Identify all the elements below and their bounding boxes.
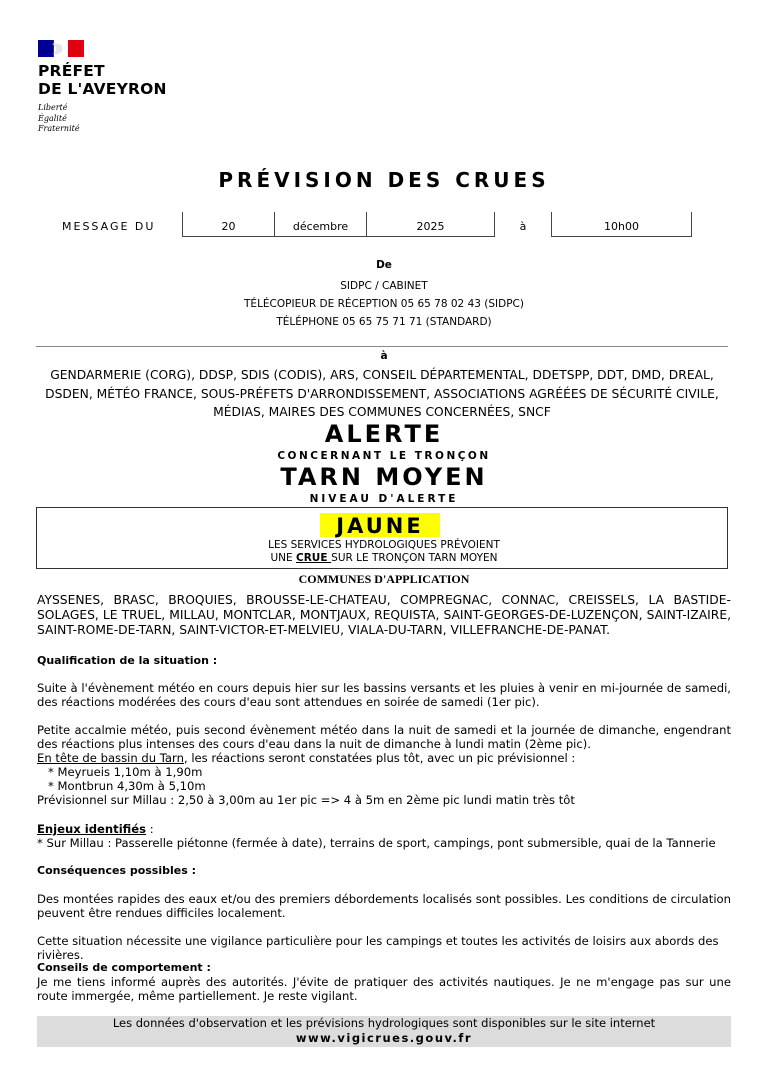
to-label: à [380, 350, 388, 362]
page-title: PRÉVISION DES CRUES [218, 168, 550, 192]
head-basin-line [37, 751, 731, 765]
marianne-logo [38, 40, 84, 57]
sender-fax: TÉLÉCOPIEUR DE RÉCEPTION 05 65 78 02 43 (SIDPC) [244, 298, 524, 310]
consequences-heading: Conséquences possibles : [37, 864, 197, 877]
message-day: 20 [182, 212, 274, 237]
alert-text-prefix: UNE [270, 552, 296, 564]
message-month: décembre [274, 212, 366, 237]
advice-text: Je me tiens informé auprès des autorités. J'évite de pratiquer des activités nautiques. Je ne m'engage pas sur une route immergée, même partiellement. Je reste vigilant. [37, 975, 731, 1003]
alert-concerning: CONCERNANT LE TRONÇON [277, 450, 491, 462]
stakes-heading-label: Enjeux identifiés [37, 822, 147, 836]
alert-title: ALERTE [324, 420, 444, 448]
sender-phone: TÉLÉPHONE 05 65 75 71 71 (STANDARD) [276, 316, 492, 328]
message-year: 2025 [366, 212, 494, 237]
footer-url[interactable]: www.vigicrues.gouv.fr [295, 1031, 473, 1045]
divider [36, 346, 728, 347]
republic-motto [38, 103, 80, 135]
message-label: MESSAGE DU [62, 220, 156, 233]
message-at: à [494, 212, 551, 237]
alert-level-badge: JAUNE [320, 513, 440, 537]
prefecture-name [38, 62, 167, 98]
prefet-line1: PRÉFET [38, 62, 105, 80]
consequences-paragraph-2: Cette situation nécessite une vigilance particulière pour les campings et toutes les activités de loisirs aux abords des rivières. [37, 934, 719, 962]
communes-title: COMMUNES D'APPLICATION [298, 572, 470, 586]
alert-text-line1: LES SERVICES HYDROLOGIQUES PRÉVOIENT [268, 539, 500, 551]
motto-egalite: Égalité [38, 113, 67, 123]
advice-heading: Conseils de comportement : [37, 961, 211, 974]
sender-block [0, 277, 768, 331]
alert-section: TARN MOYEN [280, 463, 488, 491]
message-time: 10h00 [551, 212, 692, 237]
stakes-text: * Sur Millau : Passerelle piétonne (fermée à date), terrains de sport, campings, pont submersible, quai de la Tannerie [37, 836, 716, 850]
alert-level-label: NIVEAU D'ALERTE [309, 493, 459, 505]
prefet-line2: DE L'AVEYRON [38, 80, 167, 98]
alert-text-suffix: SUR LE TRONÇON TARN MOYEN [331, 552, 498, 564]
situation-heading: Qualification de la situation : [37, 654, 218, 667]
recipients: GENDARMERIE (CORG), DDSP, SDIS (CODIS), ARS, CONSEIL DÉPARTEMENTAL, DDETSPP, DDT, DMD, DREAL, DSDEN, MÉTÉO FRANCE, SOUS-PRÉFETS D'ARRONDISSEMENT, ASSOCIATIONS AGRÉÉES DE SÉCURITÉ CIVILE, MÉDIAS, MAIRES DES COMMUNES CONCERNÉES, SNCF [45, 368, 719, 419]
from-label: De [376, 259, 392, 271]
forecast-millau: Prévisionnel sur Millau : 2,50 à 3,00m au 1er pic => 4 à 5m en 2ème pic lundi matin très tôt [37, 793, 575, 807]
sender-service: SIDPC / CABINET [340, 280, 428, 292]
situation-paragraph-1: Suite à l'évènement météo en cours depuis hier sur les bassins versants et les pluies à venir en mi-journée de samedi, des réactions modérées des cours d'eau sont attendues en soirée de samedi (1er pic). [37, 681, 731, 709]
head-basin-text: , les réactions seront constatées plus tôt, avec un pic prévisionnel : [183, 751, 576, 765]
forecast-meyrueis: * Meyrueis 1,10m à 1,90m [48, 765, 203, 779]
consequences-paragraph-1: Des montées rapides des eaux et/ou des premiers débordements localisés sont possibles. Les conditions de circulation peuvent être rendues difficiles localement. [37, 892, 731, 920]
alert-text-line2 [0, 552, 768, 565]
motto-fraternite: Fraternité [38, 124, 80, 133]
forecast-montbrun: * Montbrun 4,30m à 5,10m [48, 779, 206, 793]
alert-description [0, 539, 768, 565]
footer-banner [37, 1016, 731, 1047]
stakes-heading-suffix: : [146, 822, 154, 836]
head-basin-label: En tête de bassin du Tarn [37, 751, 184, 765]
stakes-heading [37, 822, 731, 836]
motto-liberte: Liberté [38, 103, 68, 112]
communes-list: AYSSENES, BRASC, BROQUIES, BROUSSE-LE-CHATEAU, COMPREGNAC, CONNAC, CREISSELS, LA BASTIDE-SOLAGES, LE TRUEL, MILLAU, MONTCLAR, MONTJAUX, REQUISTA, SAINT-GEORGES-DE-LUZENÇON, SAINT-IZAIRE, SAINT-ROME-DE-TARN, SAINT-VICTOR-ET-MELVIEU, VIALA-DU-TARN, VILLEFRANCHE-DE-PANAT. [37, 593, 731, 637]
footer-text: Les données d'observation et les prévisions hydrologiques sont disponibles sur le site internet [112, 1016, 656, 1030]
alert-text-crue: CRUE [296, 552, 332, 564]
situation-paragraph-2: Petite accalmie météo, puis second évènement météo dans la nuit de samedi et la journée de dimanche, engendrant des réactions plus intenses des cours d'eau dans la nuit de dimanche à lundi matin (2ème pic). [37, 723, 731, 751]
